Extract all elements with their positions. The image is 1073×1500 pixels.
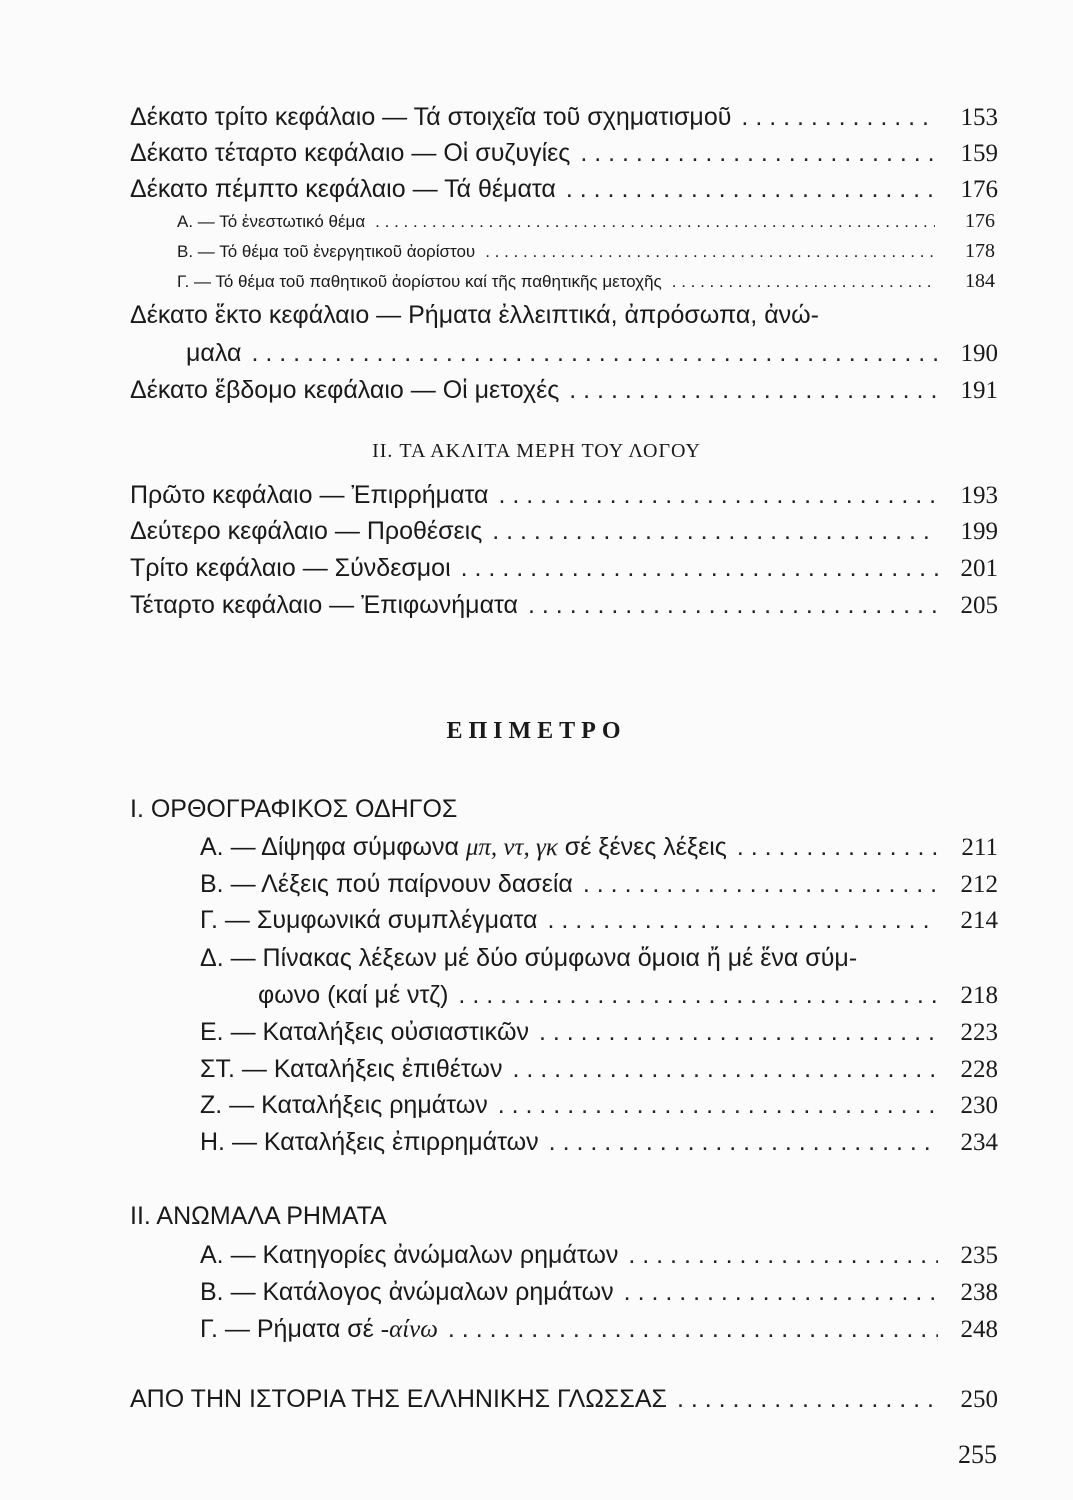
toc-entry-label: Β. — Τό θέμα τοῦ ἐνεργητικοῦ ἀορίστου [177,242,476,261]
dot-leader [741,102,938,132]
toc-subentry [177,266,995,297]
toc-entry [130,375,998,406]
part-heading: ΙΙ. ΑΝΩΜΑΛΑ ΡΗΜΑΤΑ [130,1202,387,1230]
toc-entry-page: 230 [960,1092,998,1119]
toc-entry-label: Δέκατο τρίτο κεφάλαιο — Τά στοιχεῖα τοῦ σχηματισμοῦ [130,103,732,131]
toc-entry-label: Α. — Κατηγορίες ἀνώμαλων ρημάτων [200,1241,619,1269]
toc-entry-page: 250 [960,1386,998,1413]
toc-entry-label: Δ. — Πίνακας λέξεων μέ δύο σύμφωνα ὅμοια ἤ μέ ἕνα σύμ- [200,944,858,972]
toc-entry-label: Ε. — Καταλήξεις οὐσιαστικῶν [200,1018,529,1046]
dot-leader [549,1127,938,1157]
dot-leader [375,207,935,237]
toc-entry-page: 214 [960,907,998,934]
toc-entry [130,516,998,547]
toc-entry-label: Πρῶτο κεφάλαιο — Ἐπιρρήματα [130,481,489,509]
dot-leader [485,237,935,267]
toc-entry [130,138,998,169]
toc-entry-page: 201 [960,555,998,582]
toc-entry [130,480,998,511]
toc-entry-page: 153 [960,104,998,131]
toc-entry [200,1277,998,1308]
toc-entry [130,553,998,584]
toc-entry-page: 238 [960,1279,998,1306]
toc-entry [130,102,998,133]
toc-entry-page: 176 [960,176,998,203]
dot-leader [499,480,939,510]
dot-leader [492,516,938,546]
dot-leader [737,832,938,862]
toc-entry [200,832,998,863]
toc-entry-label: Τρίτο κεφάλαιο — Σύνδεσμοι [130,554,451,582]
dot-leader [624,1277,938,1307]
toc-entry-page: 248 [960,1316,998,1343]
dot-leader [528,590,938,620]
toc-entry-page: 159 [960,140,998,167]
toc-entry-page: 212 [960,871,998,898]
toc-entry-label: ΑΠΟ ΤΗΝ ΙΣΤΟΡΙΑ ΤΗΣ ΕΛΛΗΝΙΚΗΣ ΓΛΩΣΣΑΣ [130,1385,667,1413]
dot-leader [628,1240,938,1270]
toc-entry-label: Τέταρτο κεφάλαιο — Ἐπιφωνήματα [130,591,519,619]
toc-entry [200,905,998,936]
dot-leader [539,1017,938,1047]
toc-entry-label: ΣΤ. — Καταλήξεις ἐπιθέτων [200,1055,503,1083]
toc-entry-label: Δέκατο τέταρτο κεφάλαιο — Οἱ συζυγίες [130,139,571,167]
toc-entry-label: Γ. — Ρήματα σέ -αίνω [200,1315,438,1343]
toc-entry-label: Γ. — Τό θέμα τοῦ παθητικοῦ ἀορίστου καί τῆς παθητικῆς μετοχῆς [177,272,662,291]
toc-entry-label: Β. — Λέξεις πού παίρνουν δασεία [200,870,573,898]
toc-entry-label: Β. — Κατάλογος ἀνώμαλων ρημάτων [200,1278,614,1306]
page-number: 255 [958,1440,997,1469]
dot-leader [672,267,935,297]
toc-entry [200,1127,998,1158]
toc-entry-label: Δέκατο πέμπτο κεφάλαιο — Τά θέματα [130,175,556,203]
epimetro-heading: ΕΠΙΜΕΤΡΟ [446,718,627,744]
toc-entry-page: 184 [965,270,995,292]
dot-leader [512,1054,938,1084]
toc-entry [130,590,998,621]
toc-entry [186,338,998,369]
toc-entry [200,1314,998,1345]
toc-entry-page: 199 [960,518,998,545]
toc-entry-page: 228 [960,1056,998,1083]
toc-entry-label: Η. — Καταλήξεις ἐπιρρημάτων [200,1128,539,1156]
part-heading: Ι. ΟΡΘΟΓΡΑΦΙΚΟΣ ΟΔΗΓΟΣ [130,795,458,823]
toc-entry-label: Δεύτερο κεφάλαιο — Προθέσεις [130,517,483,545]
toc-entry [200,1054,998,1085]
toc-entry [200,1090,998,1121]
toc-entry-page: 235 [960,1242,998,1269]
toc-entry-label: μαλα [186,339,242,367]
dot-leader [583,869,938,899]
dot-leader [448,1314,938,1344]
toc-entry-label: Ζ. — Καταλήξεις ρημάτων [200,1091,488,1119]
toc-entry-label: Α. — Δίψηφα σύμφωνα μπ, ντ, γκ σέ ξένες λέξεις [200,833,727,861]
toc-entry-page: 234 [960,1129,998,1156]
toc-entry-page: 211 [961,834,998,861]
toc-entry-label: Δέκατο ἕκτο κεφάλαιο — Ρήματα ἐλλειπτικά, ἀπρόσωπα, ἀνώ- [130,301,819,329]
toc-entry-page: 218 [960,982,998,1009]
toc-entry-label: φωνο (καί μέ ντζ) [258,981,449,1009]
toc-subentry [177,236,995,267]
toc-subentry [177,206,995,237]
toc-entry-label: Δέκατο ἕβδομο κεφάλαιο — Οἱ μετοχές [130,376,560,404]
toc-entry [258,980,998,1011]
dot-leader [548,905,939,935]
dot-leader [251,338,938,368]
dot-leader [566,174,938,204]
dot-leader [461,553,938,583]
toc-entry-page: 178 [965,240,995,262]
toc-entry-page: 190 [960,340,998,367]
section-heading: II. ΤΑ ΑΚΛΙΤΑ ΜΕΡΗ ΤΟΥ ΛΟΓΟΥ [372,440,701,462]
toc-entry-page: 191 [960,377,998,404]
dot-leader [458,980,938,1010]
dot-leader [580,138,938,168]
toc-entry-page: 205 [960,592,998,619]
dot-leader [677,1384,938,1414]
toc-entry-label: Γ. — Συμφωνικά συμπλέγματα [200,906,538,934]
toc-entry-page: 223 [960,1019,998,1046]
toc-entry-label: Α. — Τό ἐνεστωτικό θέμα [177,212,366,231]
toc-entry [130,174,998,205]
toc-entry [200,1017,998,1048]
toc-entry-page: 193 [960,482,998,509]
toc-entry [200,1240,998,1271]
toc-entry-page: 176 [965,210,995,232]
toc-entry [130,1384,998,1415]
dot-leader [498,1090,938,1120]
toc-entry [200,869,998,900]
dot-leader [569,375,938,405]
